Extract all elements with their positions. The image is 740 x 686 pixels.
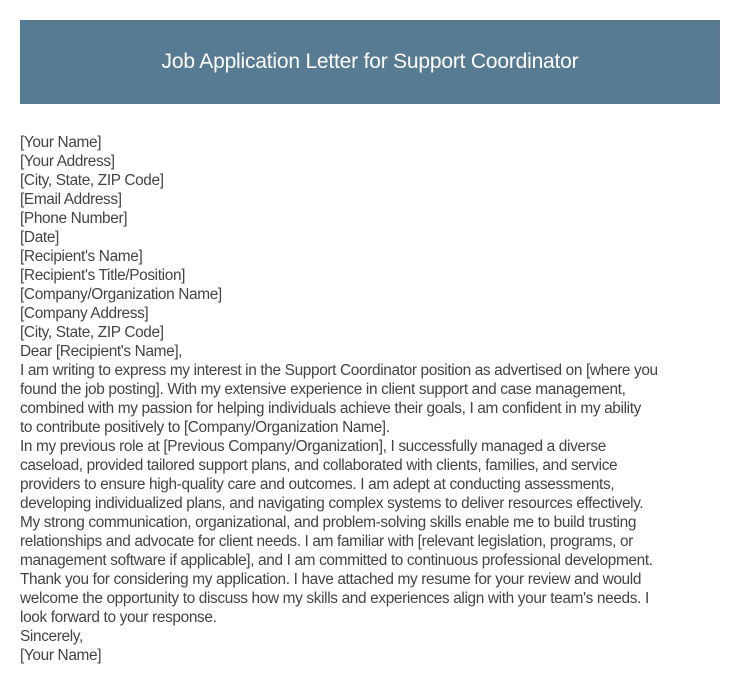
sender-name: [Your Name] <box>20 134 102 151</box>
closing: Sincerely, <box>20 628 83 645</box>
recipient-city-state-zip: [City, State, ZIP Code] <box>20 324 164 341</box>
paragraph-line: welcome the opportunity to discuss how my skills and experiences align with your team's needs. I <box>20 590 649 607</box>
paragraph-line: I am writing to express my interest in the Support Coordinator position as advertised on [where you <box>20 362 658 379</box>
recipient-name: [Recipient's Name] <box>20 248 143 265</box>
letter-body <box>20 133 725 665</box>
page-header <box>20 20 720 104</box>
paragraph-line: In my previous role at [Previous Company/Organization], I successfully managed a diverse <box>20 438 606 455</box>
paragraph-line: providers to ensure high-quality care and outcomes. I am adept at conducting assessments, <box>20 476 615 493</box>
recipient-title: [Recipient's Title/Position] <box>20 267 186 284</box>
paragraph-line: look forward to your response. <box>20 609 217 626</box>
sender-phone: [Phone Number] <box>20 210 128 227</box>
paragraph-line: My strong communication, organizational, and problem-solving skills enable me to build trusting <box>20 514 637 531</box>
sender-address: [Your Address] <box>20 153 115 170</box>
paragraph-line: Thank you for considering my application. I have attached my resume for your review and would <box>20 571 642 588</box>
letter-date: [Date] <box>20 229 59 246</box>
paragraph-line: to contribute positively to [Company/Organization Name]. <box>20 419 390 436</box>
paragraph-line: developing individualized plans, and navigating complex systems to deliver resources effectively. <box>20 495 644 512</box>
paragraph-closing <box>20 570 725 627</box>
recipient-address: [Company Address] <box>20 305 149 322</box>
paragraph-line: management software if applicable], and I am committed to continuous professional development. <box>20 552 653 569</box>
paragraph-line: caseload, provided tailored support plans, and collaborated with clients, families, and service <box>20 457 618 474</box>
paragraph-line: combined with my passion for helping individuals achieve their goals, I am confident in my ability <box>20 400 641 417</box>
signature: [Your Name] <box>20 647 102 664</box>
paragraph-intro <box>20 361 725 437</box>
salutation: Dear [Recipient's Name], <box>20 343 183 360</box>
paragraph-experience <box>20 437 725 570</box>
page-title: Job Application Letter for Support Coordinator <box>161 50 579 73</box>
sender-email: [Email Address] <box>20 191 122 208</box>
paragraph-line: found the job posting]. With my extensive experience in client support and case management, <box>20 381 626 398</box>
paragraph-line: relationships and advocate for client needs. I am familiar with [relevant legislation, programs, or <box>20 533 633 550</box>
sender-city-state-zip: [City, State, ZIP Code] <box>20 172 164 189</box>
recipient-company: [Company/Organization Name] <box>20 286 222 303</box>
